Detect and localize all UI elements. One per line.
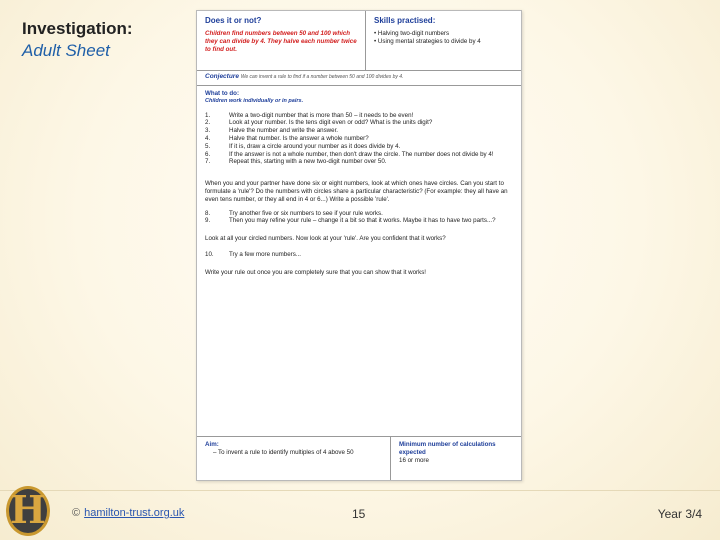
skills-cell: [366, 11, 521, 70]
step-item: 5. If it is, draw a circle around your number as it does divide by 4.: [205, 142, 401, 150]
conjecture-text: We can invent a rule to find if a number between 50 and 100 divides by 4.: [240, 74, 404, 80]
min-calc-cell: [391, 437, 521, 480]
hamilton-logo-icon: H: [6, 486, 50, 536]
step-item: 10. Try a few more numbers...: [205, 250, 301, 258]
conjecture-label: Conjecture: [205, 73, 239, 80]
step-item: 3. Halve the number and write the answer.: [205, 127, 339, 135]
step-item: 9. Then you may refine your rule – change it a bit so that it works. Maybe it has to have two parts...?: [205, 217, 496, 225]
year-label: Year 3/4: [657, 507, 702, 521]
skill-item: • Using mental strategies to divide by 4: [374, 37, 481, 45]
website-link[interactable]: hamilton-trust.org.uk: [84, 507, 185, 519]
slide-subtitle: Adult Sheet: [22, 41, 110, 60]
step-item: 4. Halve that number. Is the answer a whole number?: [205, 134, 369, 142]
does-it-text: Children find numbers between 50 and 100 which they can divide by 4. They halve each number twice to find out.: [205, 30, 357, 53]
aim-cell: [197, 437, 391, 480]
min-calc-value: 16 or more: [399, 456, 429, 464]
aim-heading: Aim:: [205, 441, 219, 448]
skills-heading: Skills practised:: [374, 16, 436, 25]
copyright-link[interactable]: [72, 507, 184, 519]
step-item: 6. If the answer is not a whole number, then don't draw the circle. The number does not divide by 4!: [205, 150, 494, 158]
what-to-do-heading: What to do:: [205, 90, 240, 97]
conjecture-row: [197, 71, 521, 86]
instruction-paragraph: Look at all your circled numbers. Now look at your 'rule'. Are you confident that it works?: [205, 235, 446, 243]
step-item: 2. Look at your number. Is the tens digit even or odd? What is the units digit?: [205, 119, 433, 127]
skill-item: • Halving two-digit numbers: [374, 30, 450, 37]
instruction-paragraph: When you and your partner have done six or eight numbers, look at which ones have circles. Can you start to formulate a 'rule'? Do the numbers with circles share a particular characteristic? (For example: they all have an even tens number, or they all end in 4 or 6...) Write a possible 'rule'.: [205, 180, 508, 203]
min-calc-heading: Minimum number of calculations expected: [399, 441, 496, 456]
slide-title: [22, 18, 133, 62]
step-item: 7. Repeat this, starting with a new two-digit number over 50.: [205, 158, 387, 166]
what-to-do-section: [197, 86, 521, 281]
step-item: 8. Try another five or six numbers to see if your rule works.: [205, 209, 383, 217]
step-item: 1. Write a two-digit number that is more than 50 – it needs to be even!: [205, 111, 414, 119]
adult-sheet-document: [196, 10, 522, 481]
does-it-heading: Does it or not?: [205, 16, 262, 25]
copyright-symbol: ©: [72, 507, 81, 519]
footer-divider: [0, 490, 720, 491]
doc-header-row: [197, 11, 521, 71]
instruction-paragraph: Write your rule out once you are completely sure that you can show that it works!: [205, 268, 427, 276]
page-number: 15: [352, 507, 366, 521]
what-to-do-sub: Children work individually or in pairs.: [205, 97, 304, 104]
doc-footer-row: [197, 436, 521, 480]
aim-text: – To invent a rule to identify multiples of 4 above 50: [213, 448, 354, 456]
does-it-cell: [197, 11, 366, 70]
slide-title-line1: Investigation:: [22, 19, 133, 38]
